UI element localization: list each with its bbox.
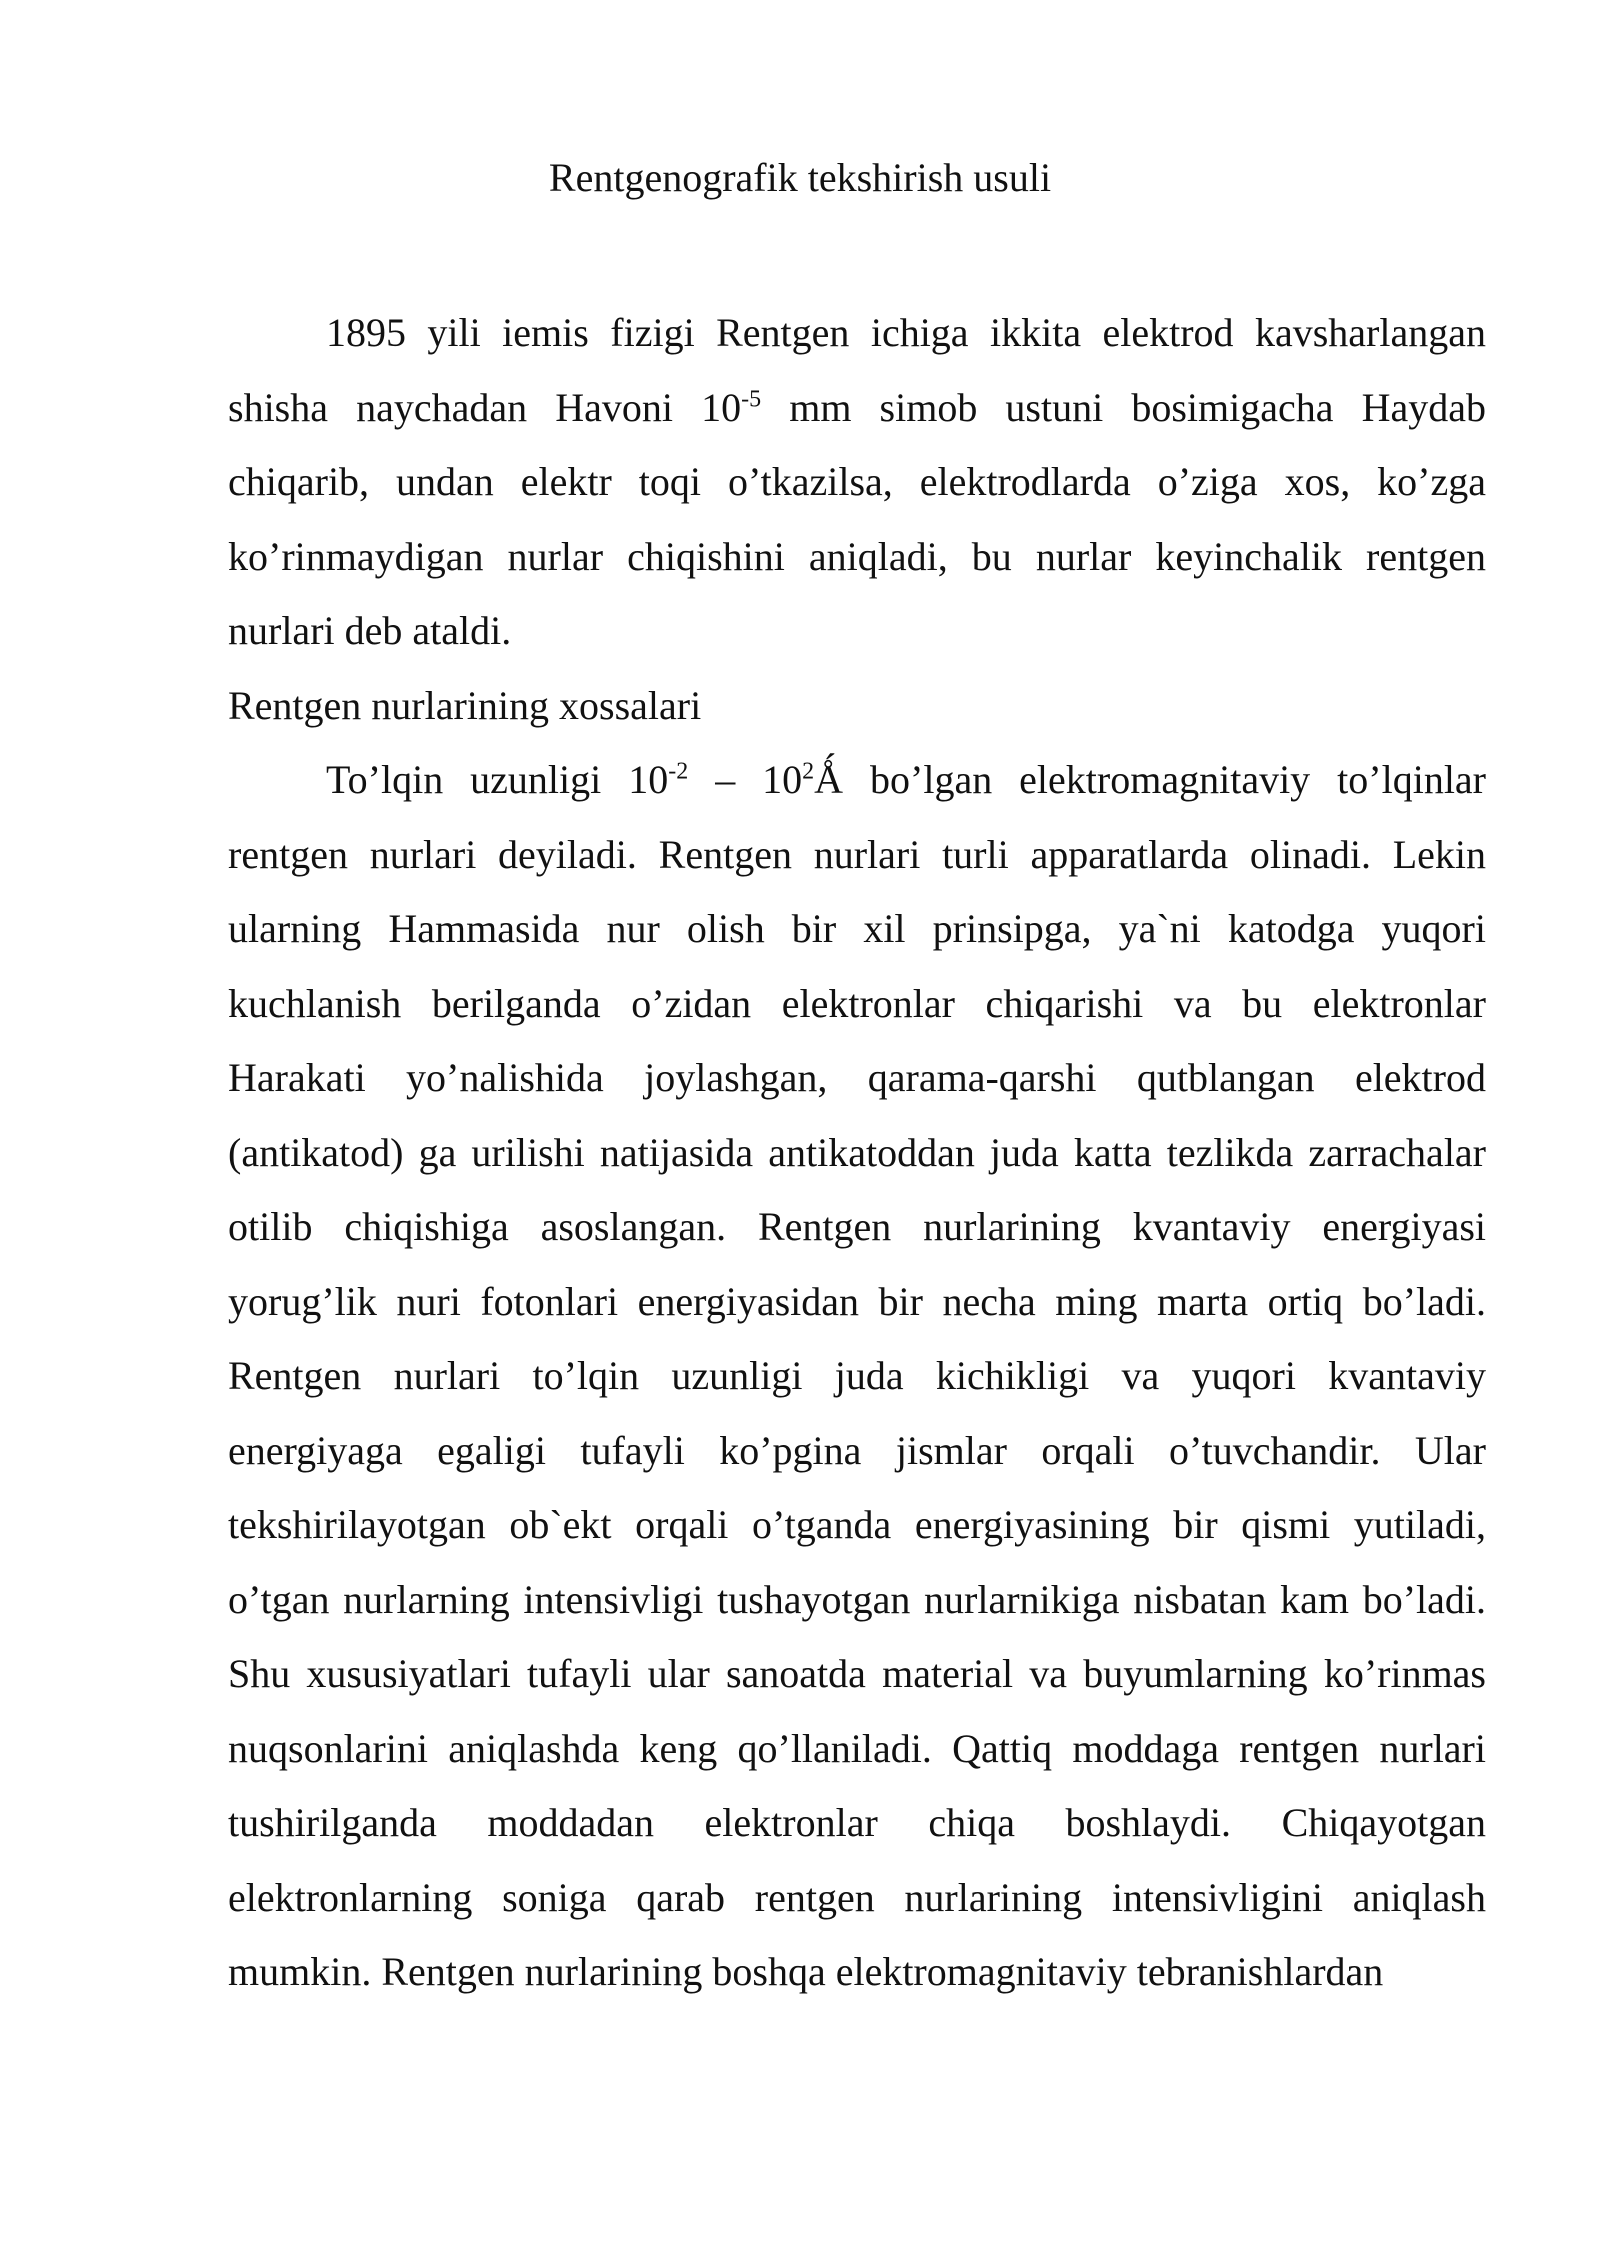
paragraph-properties-exponent-1: -2 <box>668 758 689 785</box>
paragraph-properties-exponent-2: 2 <box>802 758 815 785</box>
paragraph-properties-text-3: Ǻ bo’lgan elektromagnitaviy to’lqinlar rentgen nurlari deyiladi. Rentgen nurlari turli apparatlarda olinadi. Lekin ularning Hammasida nur olish bir xil prinsipga, ya`ni katodga yuqori kuchlanish berilganda o’zidan elektronlar chiqarishi va bu elektronlar Harakati yo’nalishida joylashgan, qarama-qarshi qutblangan elektrod (antikatod) ga urilishi natijasida antikatoddan juda katta tezlikda zarrachalar otilib chiqishiga asoslangan. Rentgen nurlarining kvantaviy energiyasi yorug’lik nuri fotonlari energiyasidan bir necha ming marta ortiq bo’ladi. Rentgen nurlari to’lqin uzunligi juda kichikligi va yuqori kvantaviy energiyaga egaligi tufayli ko’pgina jismlar orqali o’tuvchandir. Ular tekshirilayotgan ob`ekt orqali o’tganda energiyasining bir qismi yutiladi, o’tgan nurlarning intensivligi tushayotgan nurlarnikiga nisbatan kam bo’ladi. Shu xususiyatlari tufayli ular sanoatda material va buyumlarning ko’rinmas nuqsonlarini aniqlashda keng qo’llaniladi. Qattiq moddaga rentgen nurlari tushirilganda moddadan elektronlar chiqa boshlaydi. Chiqayotgan elektronlarning soniga qarab rentgen nurlarining intensivligini aniqlash mumkin. Rentgen nurlarining boshqa elektromagnitaviy tebranishlardan <box>228 757 1486 1994</box>
document-title: Rentgenografik tekshirish usuli <box>548 155 1052 200</box>
paragraph-properties <box>228 743 1486 2010</box>
paragraph-intro-text-1: 1895 yili iemis fizigi Rentgen ichiga ikkita elektrod kavsharlangan shisha naychadan Havoni 10 <box>228 310 1486 430</box>
paragraph-intro-text-2: mm simob ustuni bosimigacha Haydab chiqarib, undan elektr toqi o’tkazilsa, elektrodlarda o’ziga xos, ko’zga ko’rinmaydigan nurlar chiqishini aniqladi, bu nurlar keyinchalik rentgen nurlari deb ataldi. <box>228 384 1486 653</box>
paragraph-properties-text-1: To’lqin uzunligi 10 <box>326 757 669 802</box>
paragraph-intro-exponent: -5 <box>741 386 762 413</box>
paragraph-intro <box>228 296 1486 669</box>
section-heading: Rentgen nurlarining xossalari <box>228 682 702 728</box>
document-body <box>228 296 1486 2010</box>
paragraph-properties-text-2: – 10 <box>688 757 803 802</box>
